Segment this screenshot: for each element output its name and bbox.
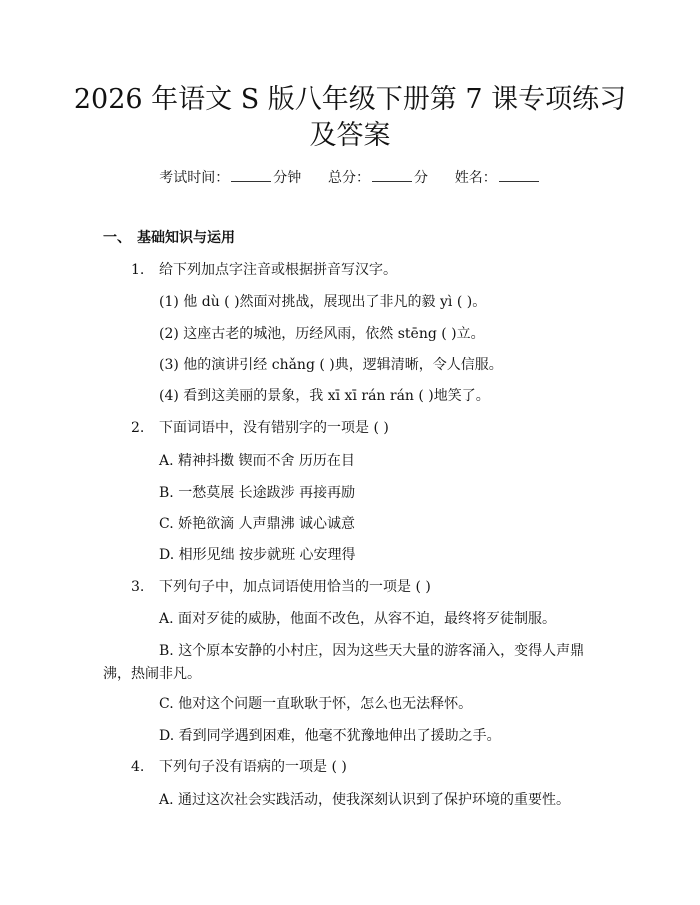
question-4-stem <box>131 756 347 778</box>
section-number: 一、 <box>103 230 131 246</box>
question-3-option-c: C. 他对这个问题一直耿耿于怀，怎么也无法释怀。 <box>159 696 473 712</box>
question-3-option-b-continued: 沸，热闹非凡。 <box>103 666 201 682</box>
question-2-stem <box>131 417 389 439</box>
question-number: 2. <box>131 420 145 436</box>
question-number: 3. <box>131 579 145 595</box>
question-text: 给下列加点字注音或根据拼音写汉字。 <box>159 262 397 278</box>
question-text: 下列句子没有语病的一项是 ( ) <box>159 759 347 775</box>
question-2-option-a: A. 精神抖擞 锲而不舍 历历在目 <box>159 453 355 469</box>
exam-time-unit: 分钟 <box>273 170 302 186</box>
question-1-item-1: (1) 他 dù ( )然面对挑战，展现出了非凡的毅 yì ( )。 <box>159 294 487 310</box>
name-label: 姓名： <box>454 170 497 186</box>
question-1-item-4: (4) 看到这美丽的景象，我 xī xī rán rán ( )地笑了。 <box>159 388 490 404</box>
question-text: 下面词语中，没有错别字的一项是 ( ) <box>159 420 389 436</box>
question-number: 4. <box>131 759 145 775</box>
total-score-unit: 分 <box>414 170 428 186</box>
document-title-line-2: 及答案 <box>309 120 391 151</box>
document-title-line-1: 2026 年语文 S 版八年级下册第 7 课专项练习 <box>73 84 627 115</box>
question-3-stem <box>131 576 431 598</box>
question-1-stem <box>131 259 397 281</box>
question-1-item-2: (2) 这座古老的城池，历经风雨，依然 stēng ( )立。 <box>159 326 485 342</box>
section-heading <box>103 227 235 249</box>
question-4-option-a: A. 通过这次社会实践活动，使我深刻认识到了保护环境的重要性。 <box>159 792 571 808</box>
question-2-option-d: D. 相形见绌 按步就班 心安理得 <box>159 547 356 563</box>
question-3-option-b: B. 这个原本安静的小村庄，因为这些天大量的游客涌入，变得人声鼎 <box>159 643 585 659</box>
question-2-option-b: B. 一愁莫展 长途跋涉 再接再励 <box>159 485 356 501</box>
question-number: 1. <box>131 262 145 278</box>
section-title: 基础知识与运用 <box>137 230 235 246</box>
total-score-label: 总分： <box>328 170 370 186</box>
question-text: 下列句子中，加点词语使用恰当的一项是 ( ) <box>159 579 431 595</box>
question-1-item-3: (3) 他的演讲引经 chǎng ( )典，逻辑清晰，令人信服。 <box>159 357 503 373</box>
exam-time-blank <box>231 167 271 182</box>
exam-time-label: 考试时间： <box>159 170 230 186</box>
exam-info-row <box>0 167 700 189</box>
question-3-option-d: D. 看到同学遇到困难，他毫不犹豫地伸出了援助之手。 <box>159 728 501 744</box>
question-3-option-a: A. 面对歹徒的威胁，他面不改色，从容不迫，最终将歹徒制服。 <box>159 611 557 627</box>
total-score-blank <box>372 167 412 182</box>
question-2-option-c: C. 娇艳欲滴 人声鼎沸 诚心诚意 <box>159 516 356 532</box>
name-blank <box>499 167 539 182</box>
